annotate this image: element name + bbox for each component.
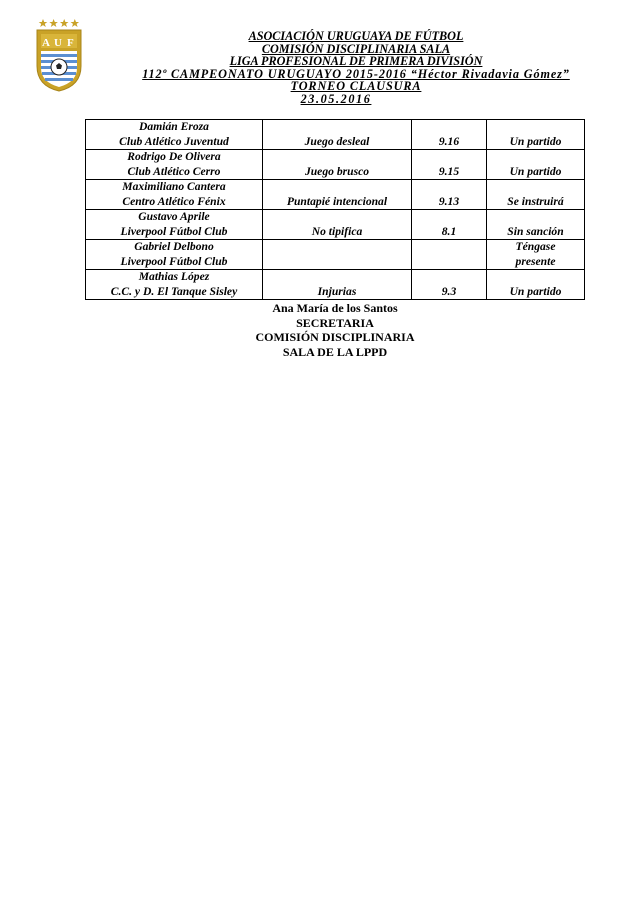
sanction-cell: Un partido [487,270,585,300]
sanctions-table [85,119,585,300]
offense-cell: Juego desleal [263,120,412,150]
header-date: 23.05.2016 [300,91,372,106]
player-cell [86,270,263,300]
player-name: Damián Eroza [139,120,209,133]
table-row [86,180,585,210]
secretary-role: SECRETARIA [296,315,374,330]
sanction-cell: Sin sanción [487,210,585,240]
svg-text:F: F [67,37,74,49]
player-club: Club Atlético Cerro [127,164,221,178]
header-league: LIGA PROFESIONAL DE PRIMERA DIVISIÓN [229,54,483,68]
sanction-cell: Un partido [487,120,585,150]
table-row [86,210,585,240]
offense-cell: No tipifica [263,210,412,240]
player-cell [86,180,263,210]
offense-cell: Injurias [263,270,412,300]
offense-cell [263,240,412,270]
header-commission: COMISIÓN DISCIPLINARIA SALA [261,41,451,56]
player-club: Liverpool Fútbol Club [120,224,228,238]
star-icon-row [39,19,79,27]
header-association: ASOCIACIÓN URUGUAYA DE FÚTBOL [248,29,464,43]
offense-cell: Puntapié intencional [263,180,412,210]
player-cell [86,120,263,150]
player-cell [86,210,263,240]
player-name: Gabriel Delbono [134,240,214,253]
auf-crest-logo [34,18,84,92]
article-cell: 8.1 [412,210,487,240]
sanction-cell: Se instruirá [487,180,585,210]
table-row [86,240,585,270]
player-cell [86,150,263,180]
document-header [86,30,626,105]
player-club: Centro Atlético Fénix [122,194,226,208]
soccer-ball-icon [51,59,67,75]
article-cell: 9.16 [412,120,487,150]
secretary-name: Ana María de los Santos [272,301,398,315]
svg-text:A: A [42,37,50,49]
article-cell: 9.13 [412,180,487,210]
table-row [86,120,585,150]
article-cell: 9.3 [412,270,487,300]
header-tournament: TORNEO CLAUSURA [290,79,422,93]
player-club: Liverpool Fútbol Club [120,254,228,268]
player-club: C.C. y D. El Tanque Sisley [110,284,238,298]
player-cell [86,240,263,270]
article-cell [412,240,487,270]
player-name: Maximiliano Cantera [122,180,226,193]
offense-cell: Juego brusco [263,150,412,180]
table-row [86,150,585,180]
player-club: Club Atlético Juventud [119,134,229,148]
player-name: Gustavo Aprile [138,210,210,223]
table-row [86,270,585,300]
player-name: Mathias López [138,270,210,283]
svg-text:U: U [54,37,62,49]
commission-name: COMISIÓN DISCIPLINARIA [255,330,415,345]
player-name: Rodrigo De Olivera [127,150,221,163]
commission-room: SALA DE LA LPPD [282,344,388,359]
sanction-cell: Un partido [487,150,585,180]
sanction-cell: Téngase presente [487,240,585,270]
signature-block [85,301,585,359]
article-cell: 9.15 [412,150,487,180]
header-championship: 112º CAMPEONATO URUGUAYO 2015-2016 “Héctor Rivadavia Gómez” [142,66,570,81]
